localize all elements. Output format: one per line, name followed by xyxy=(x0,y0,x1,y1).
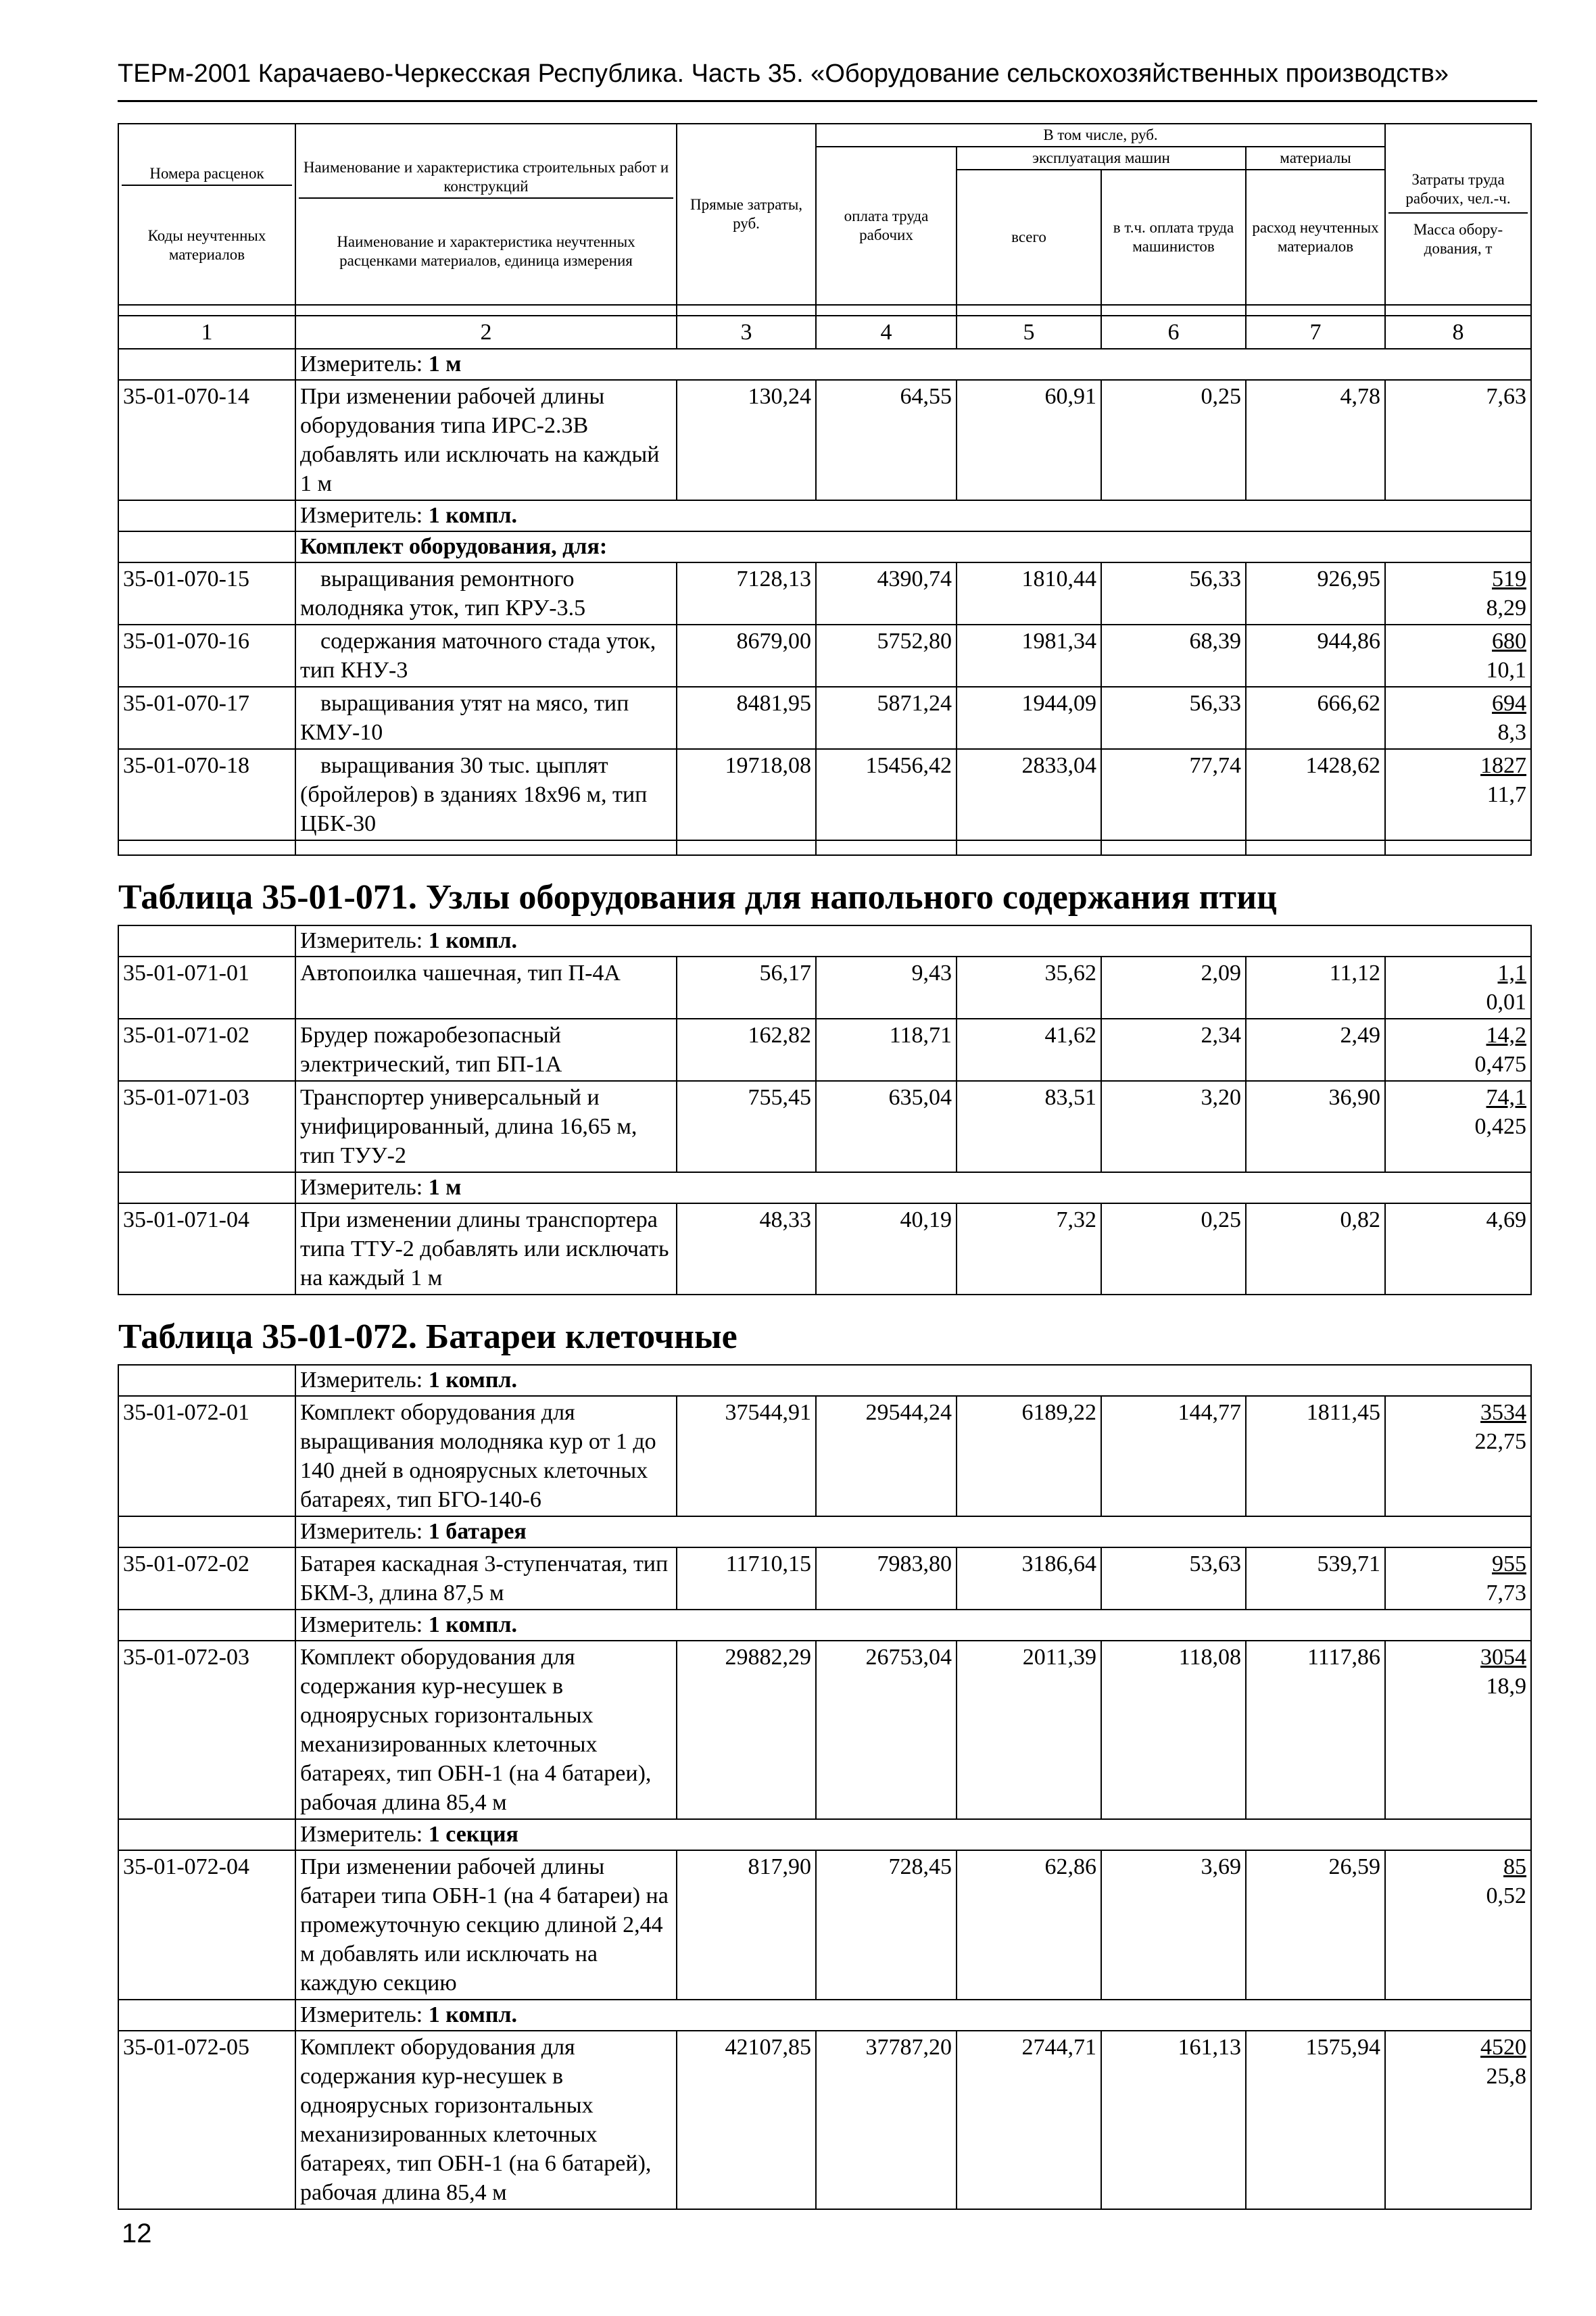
rate-name: Брудер пожаробезопасный электрический, тип БП-1А xyxy=(295,1019,677,1081)
table-row xyxy=(118,2031,1531,2209)
col-labor-header: Затраты труда рабочих, чел.-ч. Масса обору- дования, т xyxy=(1385,124,1531,305)
measure-caption: Измеритель: xyxy=(300,352,423,377)
labor-mass xyxy=(1385,625,1531,687)
direct-cost: 755,45 xyxy=(677,1081,816,1172)
machinists-pay: 144,77 xyxy=(1101,1396,1246,1516)
machines-total: 60,91 xyxy=(957,380,1101,500)
rate-code: 35-01-072-05 xyxy=(118,2031,295,2209)
rate-name: При изменении рабочей длины оборудования типа ИРС-2.3В добавлять или исключать на каждый 1 м xyxy=(295,380,677,500)
table-row xyxy=(118,1019,1531,1081)
equipment-mass: 0,01 xyxy=(1486,990,1527,1015)
table-title: Таблица 35-01-071. Узлы оборудования для напольного содержания птиц xyxy=(118,855,1531,925)
labor-hours: 3054 xyxy=(1480,1645,1527,1670)
materials-cost: 666,62 xyxy=(1246,687,1385,749)
table-row xyxy=(118,1547,1531,1610)
rate-code: 35-01-070-15 xyxy=(118,562,295,625)
table-row xyxy=(118,1641,1531,1819)
col-mach-pay-header: в т.ч. оплата труда машинистов xyxy=(1101,170,1246,305)
materials-cost: 1811,45 xyxy=(1246,1396,1385,1516)
machinists-pay: 161,13 xyxy=(1101,2031,1246,2209)
header-rule xyxy=(118,100,1537,102)
direct-cost: 56,17 xyxy=(677,957,816,1019)
machinists-pay: 118,08 xyxy=(1101,1641,1246,1819)
equipment-mass: 18,9 xyxy=(1486,1674,1527,1699)
materials-cost: 2,49 xyxy=(1246,1019,1385,1081)
measure-caption: Измеритель: xyxy=(300,928,423,953)
labor-hours: 85 xyxy=(1503,1854,1527,1879)
rate-name: Транспортер универсальный и унифицированный, длина 16,65 м, тип ТУУ-2 xyxy=(295,1081,677,1172)
rate-code: 35-01-070-14 xyxy=(118,380,295,500)
labor-mass xyxy=(1385,749,1531,840)
measure-caption: Измеритель: xyxy=(300,1519,423,1544)
labor-pay: 635,04 xyxy=(816,1081,957,1172)
column-index-row: 1 2 3 4 5 6 7 8 xyxy=(118,316,1531,349)
machinists-pay: 2,34 xyxy=(1101,1019,1246,1081)
machines-total: 1944,09 xyxy=(957,687,1101,749)
direct-cost: 817,90 xyxy=(677,1850,816,2000)
measure-caption: Измеритель: xyxy=(300,503,423,528)
rate-code: 35-01-072-02 xyxy=(118,1547,295,1610)
equipment-mass: 22,75 xyxy=(1474,1429,1527,1454)
machinists-pay: 68,39 xyxy=(1101,625,1246,687)
labor-pay: 40,19 xyxy=(816,1203,957,1295)
equipment-mass: 10,1 xyxy=(1486,658,1527,683)
spacer-row xyxy=(118,840,1531,855)
materials-cost: 944,86 xyxy=(1246,625,1385,687)
table-row xyxy=(118,749,1531,840)
rate-code: 35-01-071-04 xyxy=(118,1203,295,1295)
materials-cost: 1575,94 xyxy=(1246,2031,1385,2209)
labor-mass xyxy=(1385,687,1531,749)
machines-total: 3186,64 xyxy=(957,1547,1101,1610)
measure-caption: Измеритель: xyxy=(300,1368,423,1393)
labor-hours: 519 xyxy=(1492,566,1527,592)
labor-pay: 728,45 xyxy=(816,1850,957,2000)
labor-pay: 7983,80 xyxy=(816,1547,957,1610)
rate-code: 35-01-072-01 xyxy=(118,1396,295,1516)
labor-hours: 7,63 xyxy=(1486,384,1527,409)
machines-total: 83,51 xyxy=(957,1081,1101,1172)
labor-hours: 3534 xyxy=(1480,1400,1527,1425)
labor-mass xyxy=(1385,1850,1531,2000)
labor-hours: 14,2 xyxy=(1486,1023,1527,1048)
materials-cost: 1428,62 xyxy=(1246,749,1385,840)
labor-pay: 15456,42 xyxy=(816,749,957,840)
labor-hours: 694 xyxy=(1492,691,1527,716)
col-code-header: Номера расценок Коды неучтенных материалов xyxy=(118,124,295,305)
table-row xyxy=(118,1203,1531,1295)
direct-cost: 162,82 xyxy=(677,1019,816,1081)
equipment-mass: 0,425 xyxy=(1474,1114,1527,1139)
labor-pay: 26753,04 xyxy=(816,1641,957,1819)
labor-mass xyxy=(1385,1396,1531,1516)
direct-cost: 8481,95 xyxy=(677,687,816,749)
rate-name: При изменении длины транспортера типа ТТУ-2 добавлять или исключать на каждый 1 м xyxy=(295,1203,677,1295)
rate-code: 35-01-071-01 xyxy=(118,957,295,1019)
table-row xyxy=(118,625,1531,687)
labor-mass xyxy=(1385,1641,1531,1819)
measure-label xyxy=(295,1365,1531,1396)
measure-caption: Измеритель: xyxy=(300,1175,423,1200)
col-direct-header: Прямые затраты, руб. xyxy=(677,124,816,305)
equipment-mass: 0,52 xyxy=(1486,1883,1527,1908)
rate-name: содержания маточного стада уток, тип КНУ-3 xyxy=(295,625,677,687)
equipment-mass: 8,29 xyxy=(1486,596,1527,621)
labor-hours: 680 xyxy=(1492,629,1527,654)
machines-total: 2833,04 xyxy=(957,749,1101,840)
labor-mass xyxy=(1385,957,1531,1019)
materials-cost: 4,78 xyxy=(1246,380,1385,500)
measure-row xyxy=(118,925,1531,957)
labor-hours: 1827 xyxy=(1480,753,1527,778)
rate-code: 35-01-070-16 xyxy=(118,625,295,687)
measure-label xyxy=(295,500,1531,531)
machines-total: 35,62 xyxy=(957,957,1101,1019)
labor-pay: 64,55 xyxy=(816,380,957,500)
col-mat-expense-header: расход неучтенных материалов xyxy=(1246,170,1385,305)
measure-row xyxy=(118,349,1531,380)
rate-code: 35-01-070-18 xyxy=(118,749,295,840)
machinists-pay: 0,25 xyxy=(1101,380,1246,500)
measure-row xyxy=(118,500,1531,531)
machinists-pay: 56,33 xyxy=(1101,562,1246,625)
labor-hours: 74,1 xyxy=(1486,1085,1527,1110)
measure-value: 1 компл. xyxy=(428,928,518,953)
measure-value: 1 компл. xyxy=(428,1368,518,1393)
materials-cost: 926,95 xyxy=(1246,562,1385,625)
machines-total: 6189,22 xyxy=(957,1396,1101,1516)
labor-pay: 5752,80 xyxy=(816,625,957,687)
direct-cost: 11710,15 xyxy=(677,1547,816,1610)
labor-hours: 955 xyxy=(1492,1551,1527,1576)
materials-cost: 0,82 xyxy=(1246,1203,1385,1295)
measure-value: 1 компл. xyxy=(428,2002,518,2027)
machinists-pay: 56,33 xyxy=(1101,687,1246,749)
rate-name: выращивания утят на мясо, тип КМУ-10 xyxy=(295,687,677,749)
rate-name: выращивания 30 тыс. цыплят (бройлеров) в зданиях 18х96 м, тип ЦБК-30 xyxy=(295,749,677,840)
measure-label xyxy=(295,1610,1531,1641)
measure-row xyxy=(118,1365,1531,1396)
measure-row xyxy=(118,1610,1531,1641)
measure-label xyxy=(295,2000,1531,2031)
table-row xyxy=(118,1850,1531,2000)
direct-cost: 37544,91 xyxy=(677,1396,816,1516)
labor-mass xyxy=(1385,380,1531,500)
labor-hours: 4,69 xyxy=(1486,1207,1527,1232)
labor-mass xyxy=(1385,1547,1531,1610)
measure-caption: Измеритель: xyxy=(300,1822,423,1847)
rate-name: При изменении рабочей длины батареи типа ОБН-1 (на 4 батареи) на промежуточную секцию длиной 2,44 м добавлять или исключать на каждую секцию xyxy=(295,1850,677,2000)
labor-pay: 37787,20 xyxy=(816,2031,957,2209)
machines-total: 62,86 xyxy=(957,1850,1101,2000)
rate-name: выращивания ремонтного молодняка уток, тип КРУ-3.5 xyxy=(295,562,677,625)
rates-table xyxy=(118,123,1532,2210)
machines-total: 2744,71 xyxy=(957,2031,1101,2209)
subhead-text: Комплект оборудования, для: xyxy=(295,531,1531,562)
measure-value: 1 м xyxy=(428,352,462,377)
col-mach-total-header: всего xyxy=(957,170,1101,305)
rate-code: 35-01-072-04 xyxy=(118,1850,295,2000)
measure-value: 1 м xyxy=(428,1175,462,1200)
machines-total: 7,32 xyxy=(957,1203,1101,1295)
direct-cost: 48,33 xyxy=(677,1203,816,1295)
col-materials-header: материалы xyxy=(1246,147,1385,170)
measure-row xyxy=(118,1516,1531,1547)
page-number: 12 xyxy=(122,2219,152,2248)
labor-pay: 9,43 xyxy=(816,957,957,1019)
measure-label xyxy=(295,1819,1531,1850)
rate-name: Комплект оборудования для содержания кур-несушек в одноярусных горизонтальных механизированных клеточных батареях, тип ОБН-1 (на 4 батареи), рабочая длина 85,4 м xyxy=(295,1641,677,1819)
direct-cost: 42107,85 xyxy=(677,2031,816,2209)
table-row xyxy=(118,957,1531,1019)
materials-cost: 1117,86 xyxy=(1246,1641,1385,1819)
labor-pay: 4390,74 xyxy=(816,562,957,625)
labor-pay: 5871,24 xyxy=(816,687,957,749)
table-row xyxy=(118,562,1531,625)
labor-pay: 118,71 xyxy=(816,1019,957,1081)
measure-value: 1 компл. xyxy=(428,1612,518,1637)
labor-mass xyxy=(1385,1081,1531,1172)
col-machines-header: эксплуатация машин xyxy=(957,147,1246,170)
table-title-row xyxy=(118,855,1531,925)
subhead-row xyxy=(118,531,1531,562)
measure-row xyxy=(118,1172,1531,1203)
rate-code: 35-01-071-02 xyxy=(118,1019,295,1081)
machinists-pay: 0,25 xyxy=(1101,1203,1246,1295)
machinists-pay: 77,74 xyxy=(1101,749,1246,840)
direct-cost: 130,24 xyxy=(677,380,816,500)
rate-name: Батарея каскадная 3-ступенчатая, тип БКМ-3, длина 87,5 м xyxy=(295,1547,677,1610)
table-row xyxy=(118,1081,1531,1172)
materials-cost: 26,59 xyxy=(1246,1850,1385,2000)
direct-cost: 7128,13 xyxy=(677,562,816,625)
measure-label xyxy=(295,349,1531,380)
direct-cost: 8679,00 xyxy=(677,625,816,687)
machinists-pay: 3,20 xyxy=(1101,1081,1246,1172)
measure-value: 1 батарея xyxy=(428,1519,527,1544)
equipment-mass: 8,3 xyxy=(1497,720,1527,745)
machinists-pay: 53,63 xyxy=(1101,1547,1246,1610)
col-incl-header: В том числе, руб. xyxy=(816,124,1385,147)
materials-cost: 11,12 xyxy=(1246,957,1385,1019)
labor-mass xyxy=(1385,562,1531,625)
page-header: ТЕРм-2001 Карачаево-Черкесская Республика. Часть 35. «Оборудование сельскохозяйственных производств» xyxy=(118,59,1449,88)
table-row xyxy=(118,380,1531,500)
equipment-mass: 0,475 xyxy=(1474,1052,1527,1077)
labor-hours: 4520 xyxy=(1480,2035,1527,2060)
equipment-mass: 25,8 xyxy=(1486,2064,1527,2089)
table-row xyxy=(118,687,1531,749)
labor-mass xyxy=(1385,1019,1531,1081)
machines-total: 2011,39 xyxy=(957,1641,1101,1819)
measure-row xyxy=(118,2000,1531,2031)
direct-cost: 29882,29 xyxy=(677,1641,816,1819)
measure-label xyxy=(295,1516,1531,1547)
materials-cost: 539,71 xyxy=(1246,1547,1385,1610)
table-title: Таблица 35-01-072. Батареи клеточные xyxy=(118,1295,1531,1365)
machines-total: 41,62 xyxy=(957,1019,1101,1081)
measure-label xyxy=(295,1172,1531,1203)
machines-total: 1981,34 xyxy=(957,625,1101,687)
rate-code: 35-01-070-17 xyxy=(118,687,295,749)
rate-name: Комплект оборудования для содержания кур-несушек в одноярусных горизонтальных механизированных клеточных батареях, тип ОБН-1 (на 6 батарей), рабочая длина 85,4 м xyxy=(295,2031,677,2209)
labor-hours: 1,1 xyxy=(1497,961,1527,986)
materials-cost: 36,90 xyxy=(1246,1081,1385,1172)
rate-code: 35-01-071-03 xyxy=(118,1081,295,1172)
measure-label xyxy=(295,925,1531,957)
col-pay-header: оплата труда рабочих xyxy=(816,147,957,305)
rate-name: Комплект оборудования для выращивания молодняка кур от 1 до 140 дней в одноярусных клеточных батареях, тип БГО-140-6 xyxy=(295,1396,677,1516)
measure-caption: Измеритель: xyxy=(300,2002,423,2027)
table-title-row xyxy=(118,1295,1531,1365)
rate-name: Автопоилка чашечная, тип П-4А xyxy=(295,957,677,1019)
machines-total: 1810,44 xyxy=(957,562,1101,625)
equipment-mass: 11,7 xyxy=(1486,782,1527,807)
direct-cost: 19718,08 xyxy=(677,749,816,840)
measure-value: 1 секция xyxy=(428,1822,518,1847)
labor-pay: 29544,24 xyxy=(816,1396,957,1516)
machinists-pay: 2,09 xyxy=(1101,957,1246,1019)
measure-row xyxy=(118,1819,1531,1850)
col-name-header: Наименование и характеристика строительных работ и конструкций Наименование и характеристика неучтенных расценками материалов, единица измерения xyxy=(295,124,677,305)
equipment-mass: 7,73 xyxy=(1486,1581,1527,1606)
measure-value: 1 компл. xyxy=(428,503,518,528)
labor-mass xyxy=(1385,1203,1531,1295)
measure-caption: Измеритель: xyxy=(300,1612,423,1637)
rate-code: 35-01-072-03 xyxy=(118,1641,295,1819)
labor-mass xyxy=(1385,2031,1531,2209)
table-row xyxy=(118,1396,1531,1516)
machinists-pay: 3,69 xyxy=(1101,1850,1246,2000)
